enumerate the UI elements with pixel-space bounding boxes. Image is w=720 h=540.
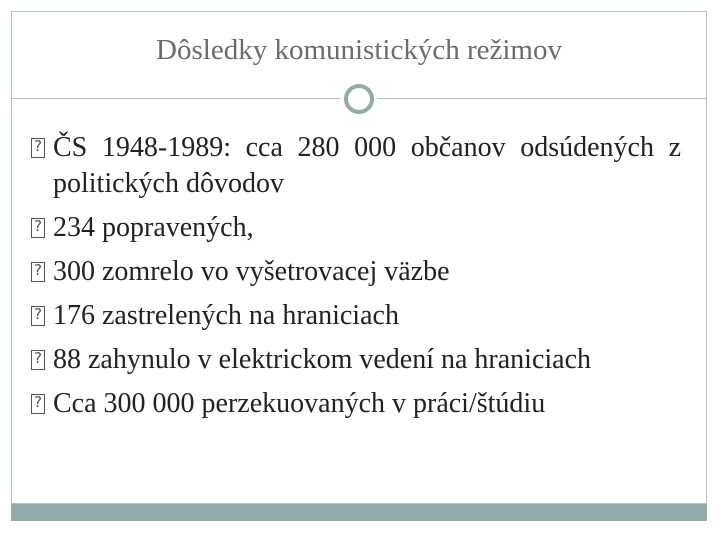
missing-glyph-box-icon	[31, 218, 45, 238]
bullet-text: 88 zahynulo v elektrickom vedení na hraniciach	[53, 344, 592, 375]
bullet-text: 176 zastrelených na hraniciach	[53, 300, 399, 331]
missing-glyph-box-icon	[31, 394, 45, 414]
bullet-text: 300 zomrelo vo vyšetrovacej väzbe	[53, 256, 450, 287]
missing-glyph-box-icon	[31, 350, 45, 370]
bullet-item	[31, 130, 681, 202]
missing-glyph-box-icon	[31, 262, 45, 282]
bullet-item	[31, 210, 681, 246]
bullet-text: Cca 300 000 perzekuovaných v práci/štúdiu	[53, 388, 546, 419]
missing-glyph-box-icon	[31, 306, 45, 326]
bullet-item	[31, 254, 681, 290]
bullet-text: 234 popravených,	[53, 212, 254, 243]
footer-accent-bar	[11, 504, 707, 521]
bullet-list	[31, 130, 681, 430]
bullet-item	[31, 298, 681, 334]
slide-title: Dôsledky komunistických režimov	[156, 34, 562, 66]
bullet-item	[31, 342, 681, 378]
ring-icon-inner	[344, 84, 374, 114]
bullet-item	[31, 386, 681, 422]
ring-icon	[340, 80, 378, 118]
missing-glyph-box-icon	[31, 138, 45, 158]
bullet-text: ČS 1948-1989: cca 280 000 občanov odsúdených z politických dôvodov	[53, 132, 681, 199]
